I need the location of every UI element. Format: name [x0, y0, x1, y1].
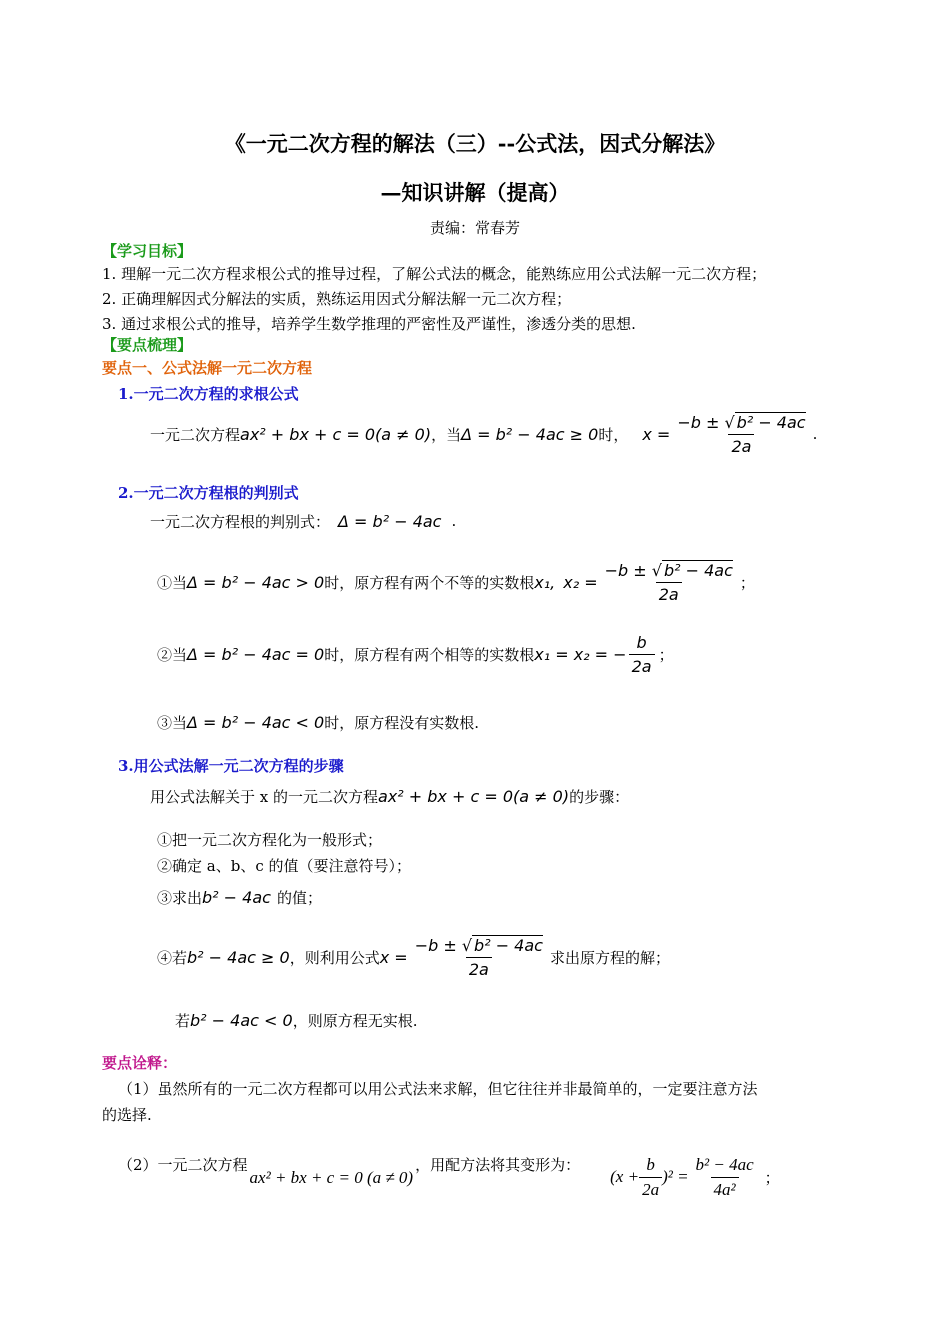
formula-denominator: 2a	[728, 434, 754, 456]
step4-denominator: 2a	[466, 957, 492, 979]
goal-item-1: 1. 理解一元二次方程求根公式的推导过程，了解公式法的概念，能熟练应用公式法解一元二次方程；	[102, 265, 767, 283]
case1-x1: x₁,	[534, 572, 556, 592]
case1-condition: Δ = b² − 4ac > 0	[187, 572, 325, 592]
step-5	[175, 1000, 417, 1040]
step4-suffix: 求出原方程的解；	[549, 948, 670, 967]
case3-condition: Δ = b² − 4ac < 0	[187, 712, 325, 732]
step-1: ①把一元二次方程化为一般形式；	[157, 831, 383, 849]
step5-prefix: 若	[175, 1011, 191, 1030]
sub2-intro: 一元二次方程根的判别式：	[150, 512, 331, 531]
case3-mark: ③当	[157, 713, 188, 732]
page-subtitle: —知识讲解（提高）	[380, 180, 570, 205]
note2-completed-square	[610, 1155, 780, 1200]
discriminant-condition: Δ = b² − 4ac ≥ 0	[461, 424, 599, 444]
sub2-heading: 2.一元二次方程根的判别式	[118, 484, 299, 502]
case3-text: 时，原方程没有实数根.	[324, 713, 480, 732]
notes-heading: 要点诠释：	[102, 1054, 178, 1072]
case2-text: 时，原方程有两个相等的实数根	[324, 645, 535, 664]
step4-lhs: x =	[379, 947, 408, 967]
root-formula	[674, 413, 808, 456]
case2-end: ；	[658, 645, 674, 664]
step-4	[157, 928, 670, 986]
step4-numerator: −b ± √	[414, 935, 473, 955]
case3-line	[157, 702, 479, 742]
note2-lhs-open: (x +	[610, 1167, 640, 1186]
case1-formula	[602, 561, 736, 604]
note2-rhs-denominator: 4a²	[711, 1177, 739, 1200]
note1-line2: 的选择.	[102, 1106, 152, 1124]
sub1-end: .	[812, 425, 818, 443]
note2-lhs-close: )² =	[662, 1167, 689, 1186]
steps-intro-line	[150, 778, 629, 814]
step5-condition: b² − 4ac < 0	[190, 1010, 293, 1030]
steps-intro-prefix: 用公式法解关于 x 的一元二次方程	[150, 787, 378, 806]
outline-heading: 【要点梳理】	[102, 336, 193, 354]
sub1-heading: 1.一元二次方程的求根公式	[118, 385, 299, 403]
case2-fraction	[629, 633, 655, 676]
note2-end: ；	[764, 1168, 780, 1187]
step-2: ②确定 a、b、c 的值（要注意符号）；	[157, 857, 411, 875]
case1-mark: ①当	[157, 573, 188, 592]
step4-radicand: b² − 4ac	[474, 935, 543, 955]
sub1-suffix: 时，	[598, 425, 629, 444]
case2-line	[157, 627, 674, 681]
case2-condition: Δ = b² − 4ac = 0	[187, 644, 325, 664]
sub1-mid: ，当	[431, 425, 462, 444]
note2-rhs-fraction	[693, 1155, 757, 1200]
step-3	[157, 880, 322, 914]
general-equation: ax² + bx + c = 0(a ≠ 0)	[240, 424, 432, 444]
steps-intro-suffix: 的步骤：	[569, 787, 630, 806]
step4-formula	[412, 936, 546, 979]
formula-numerator: −b ± √	[677, 412, 735, 432]
formula-radicand: b² − 4ac	[736, 412, 806, 432]
step5-suffix: ，则原方程无实根.	[292, 1011, 418, 1030]
step3-prefix: ③求出	[157, 888, 203, 907]
steps-intro-equation: ax² + bx + c = 0(a ≠ 0)	[378, 786, 570, 806]
note2-lhs-numerator: b	[646, 1154, 655, 1174]
goals-heading: 【学习目标】	[102, 242, 193, 260]
discriminant-expr: Δ = b² − 4ac	[338, 511, 442, 531]
case1-numerator: −b ± √	[604, 560, 662, 580]
point1-heading: 要点一、公式法解一元二次方程	[102, 359, 313, 377]
sub3-heading: 3.用公式法解一元二次方程的步骤	[118, 757, 344, 775]
case1-end: ；	[739, 573, 755, 592]
sub2-intro-end: .	[451, 512, 457, 530]
note2-lhs-denominator: 2a	[639, 1177, 662, 1200]
step3-suffix: 的值；	[276, 888, 322, 907]
goal-item-3: 3. 通过求根公式的推导，培养学生数学推理的严密性及严谨性，渗透分类的思想.	[102, 315, 636, 333]
page-title: 《一元二次方程的解法（三）--公式法，因式分解法》	[224, 131, 726, 156]
step4-prefix: ④若	[157, 948, 188, 967]
case1-text: 时，原方程有两个不等的实数根	[324, 573, 535, 592]
note1-line1: （1）虽然所有的一元二次方程都可以用公式法来求解，但它往往并非最简单的，一定要注意方法	[118, 1080, 758, 1098]
step3-expr: b² − 4ac	[202, 887, 271, 907]
case1-line	[157, 553, 755, 611]
note2-mid: ，用配方法将其变形为：	[415, 1155, 581, 1174]
editor-credit: 责编：常春芳	[429, 219, 520, 237]
step4-mid: ，则利用公式	[289, 948, 380, 967]
case1-radicand: b² − 4ac	[663, 560, 733, 580]
discriminant-line	[150, 506, 456, 536]
case2-mark: ②当	[157, 645, 188, 664]
sub1-prefix: 一元二次方程	[150, 425, 241, 444]
note2-prefix: （2）一元二次方程	[118, 1155, 248, 1174]
case2-equation: x₁ = x₂ = −	[534, 644, 627, 664]
case1-x2: x₂ =	[563, 572, 598, 592]
goal-item-2: 2. 正确理解因式分解法的实质，熟练运用因式分解法解一元二次方程；	[102, 290, 572, 308]
case1-denominator: 2a	[656, 582, 682, 604]
note2-rhs-numerator: b² − 4ac	[695, 1154, 754, 1174]
note2-lhs-fraction	[639, 1155, 662, 1200]
note2-line	[118, 1138, 780, 1199]
case2-numerator: b	[636, 632, 647, 652]
case2-denominator: 2a	[629, 654, 655, 676]
step4-condition: b² − 4ac ≥ 0	[187, 947, 290, 967]
note2-equation: ax² + bx + c = 0 (a ≠ 0)	[249, 1168, 414, 1187]
x-lhs: x =	[642, 424, 671, 444]
root-formula-line	[150, 405, 817, 463]
